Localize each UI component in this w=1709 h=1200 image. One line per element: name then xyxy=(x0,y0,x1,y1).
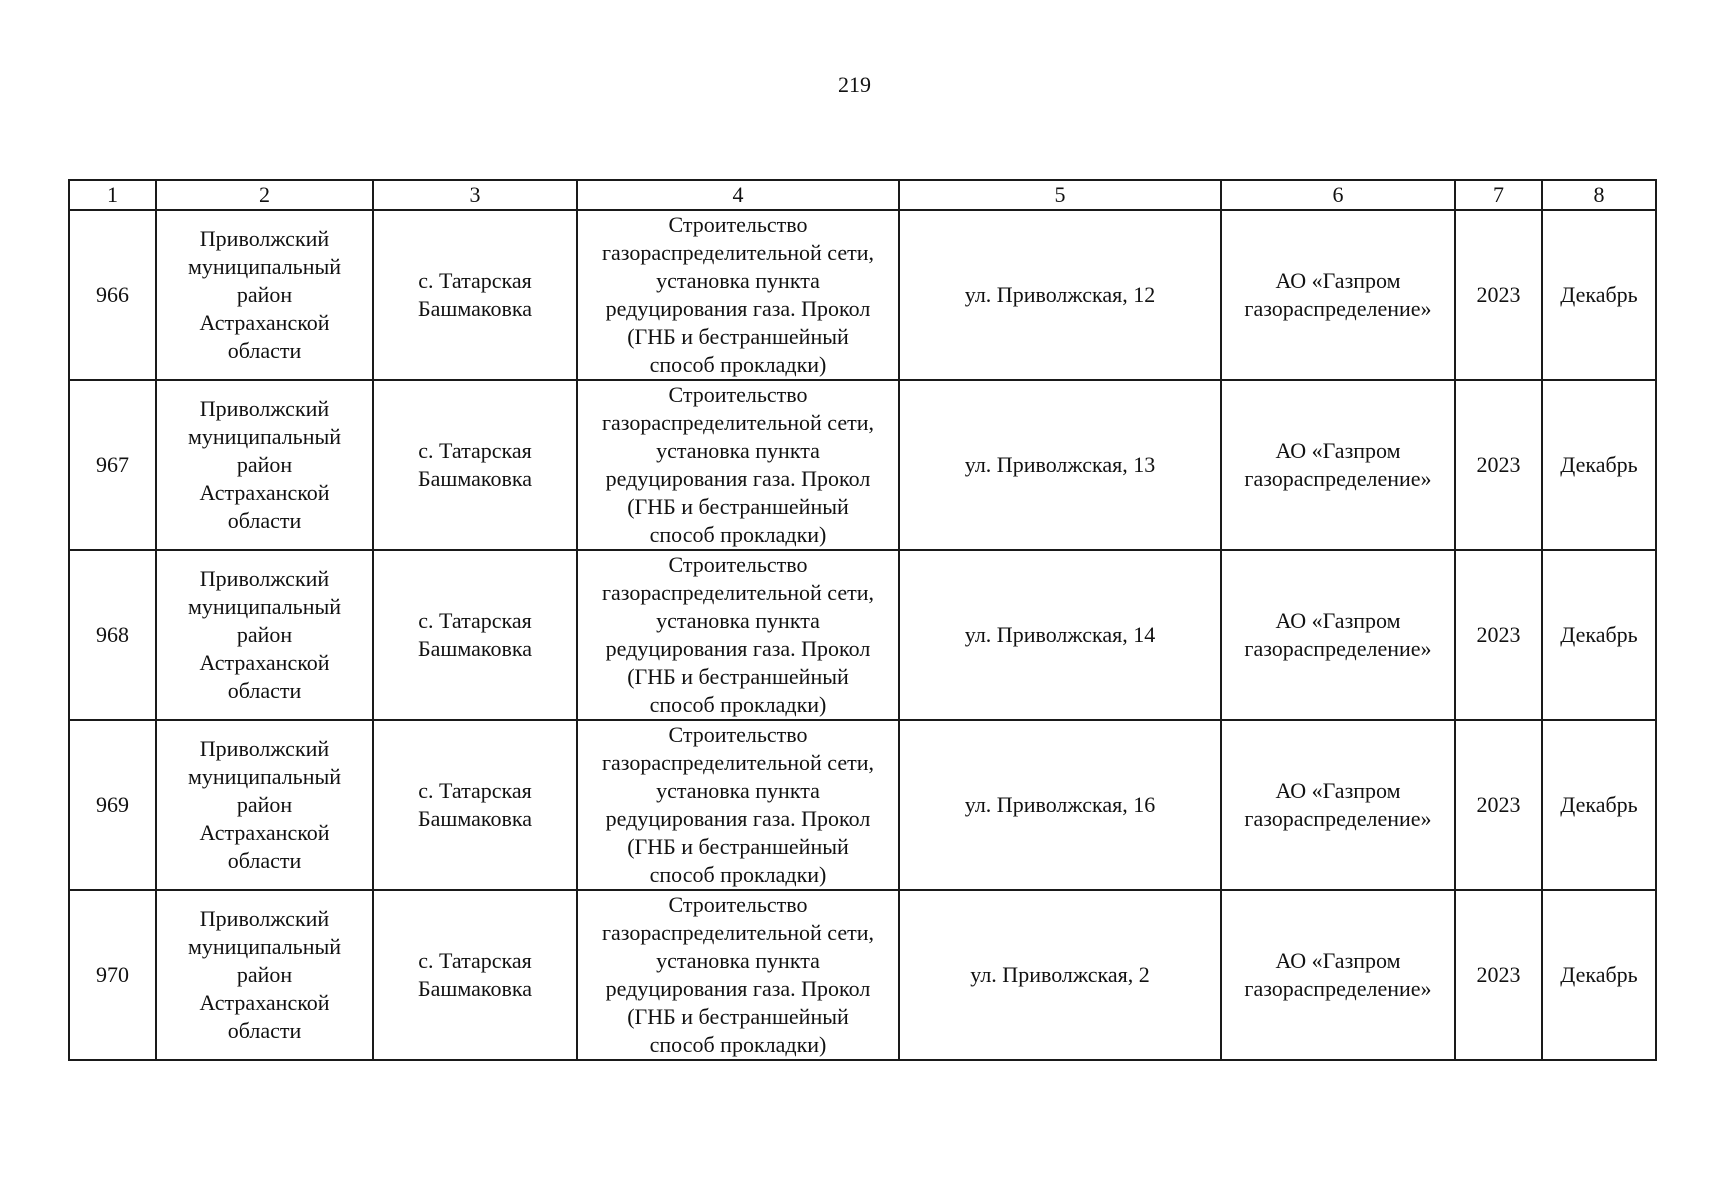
month-text: Декабрь xyxy=(1560,452,1638,477)
month-text: Декабрь xyxy=(1560,282,1638,307)
address-text: ул. Приволжская, 13 xyxy=(964,452,1156,477)
organization-cell xyxy=(1221,380,1455,550)
organization-text: АО «Газпром газораспределение» xyxy=(1244,778,1432,831)
year-text: 2023 xyxy=(1476,622,1521,647)
organization-cell xyxy=(1221,890,1455,1060)
organization-cell xyxy=(1221,550,1455,720)
table-row xyxy=(69,210,1656,380)
year-cell xyxy=(1455,720,1542,890)
district-cell xyxy=(156,890,373,1060)
works-cell xyxy=(577,380,899,550)
organization-cell xyxy=(1221,210,1455,380)
works-text: Строительство газораспределительной сети, установка пункта редуцирования газа. Прокол (ГНБ и бестраншейный способ прокладки) xyxy=(602,382,874,547)
row-number-cell xyxy=(69,380,156,550)
row-number-cell xyxy=(69,890,156,1060)
organization-cell xyxy=(1221,720,1455,890)
month-cell xyxy=(1542,550,1656,720)
works-text: Строительство газораспределительной сети, установка пункта редуцирования газа. Прокол (ГНБ и бестраншейный способ прокладки) xyxy=(602,212,874,377)
settlement-cell xyxy=(373,210,577,380)
works-cell xyxy=(577,720,899,890)
address-text: ул. Приволжская, 12 xyxy=(964,282,1156,307)
organization-text: АО «Газпром газораспределение» xyxy=(1244,438,1432,491)
column-header: 3 xyxy=(373,180,577,210)
district-text: Приволжский муниципальный район Астраханской области xyxy=(187,566,342,703)
works-text: Строительство газораспределительной сети, установка пункта редуцирования газа. Прокол (ГНБ и бестраншейный способ прокладки) xyxy=(602,722,874,887)
settlement-text: с. Татарская Башмаковка xyxy=(418,778,532,831)
year-cell xyxy=(1455,550,1542,720)
organization-text: АО «Газпром газораспределение» xyxy=(1244,268,1432,321)
district-cell xyxy=(156,720,373,890)
row-number: 967 xyxy=(96,452,129,477)
address-cell xyxy=(899,210,1221,380)
address-text: ул. Приволжская, 2 xyxy=(970,962,1150,987)
month-cell xyxy=(1542,210,1656,380)
row-number: 966 xyxy=(96,282,129,307)
month-text: Декабрь xyxy=(1560,962,1638,987)
month-cell xyxy=(1542,720,1656,890)
works-text: Строительство газораспределительной сети, установка пункта редуцирования газа. Прокол (ГНБ и бестраншейный способ прокладки) xyxy=(602,552,874,717)
address-text: ул. Приволжская, 16 xyxy=(964,792,1156,817)
column-header: 4 xyxy=(577,180,899,210)
settlement-cell xyxy=(373,550,577,720)
district-text: Приволжский муниципальный район Астраханской области xyxy=(187,906,342,1043)
table-body xyxy=(69,210,1656,1060)
month-cell xyxy=(1542,890,1656,1060)
column-header: 5 xyxy=(899,180,1221,210)
table-row xyxy=(69,890,1656,1060)
year-text: 2023 xyxy=(1476,792,1521,817)
month-cell xyxy=(1542,380,1656,550)
district-cell xyxy=(156,210,373,380)
month-text: Декабрь xyxy=(1560,622,1638,647)
settlement-text: с. Татарская Башмаковка xyxy=(418,948,532,1001)
settlement-cell xyxy=(373,380,577,550)
works-cell xyxy=(577,210,899,380)
district-text: Приволжский муниципальный район Астраханской области xyxy=(187,396,342,533)
column-header: 6 xyxy=(1221,180,1455,210)
district-text: Приволжский муниципальный район Астраханской области xyxy=(187,736,342,873)
year-text: 2023 xyxy=(1476,452,1521,477)
organization-text: АО «Газпром газораспределение» xyxy=(1244,948,1432,1001)
row-number: 970 xyxy=(96,962,129,987)
column-header: 7 xyxy=(1455,180,1542,210)
header-row xyxy=(69,180,1656,210)
row-number: 969 xyxy=(96,792,129,817)
column-header: 8 xyxy=(1542,180,1656,210)
table-header xyxy=(69,180,1656,210)
row-number-cell xyxy=(69,550,156,720)
address-cell xyxy=(899,380,1221,550)
row-number: 968 xyxy=(96,622,129,647)
address-cell xyxy=(899,720,1221,890)
year-cell xyxy=(1455,890,1542,1060)
settlement-text: с. Татарская Башмаковка xyxy=(418,438,532,491)
row-number-cell xyxy=(69,720,156,890)
settlement-cell xyxy=(373,890,577,1060)
settlement-cell xyxy=(373,720,577,890)
page-number: 219 xyxy=(838,72,871,97)
table-row xyxy=(69,380,1656,550)
year-cell xyxy=(1455,210,1542,380)
table-row xyxy=(69,720,1656,890)
works-text: Строительство газораспределительной сети, установка пункта редуцирования газа. Прокол (ГНБ и бестраншейный способ прокладки) xyxy=(602,892,874,1057)
address-text: ул. Приволжская, 14 xyxy=(964,622,1156,647)
year-text: 2023 xyxy=(1476,962,1521,987)
register-table xyxy=(68,179,1657,1061)
address-cell xyxy=(899,550,1221,720)
settlement-text: с. Татарская Башмаковка xyxy=(418,608,532,661)
settlement-text: с. Татарская Башмаковка xyxy=(418,268,532,321)
row-number-cell xyxy=(69,210,156,380)
column-header: 2 xyxy=(156,180,373,210)
district-cell xyxy=(156,380,373,550)
year-text: 2023 xyxy=(1476,282,1521,307)
works-cell xyxy=(577,550,899,720)
address-cell xyxy=(899,890,1221,1060)
column-header: 1 xyxy=(69,180,156,210)
organization-text: АО «Газпром газораспределение» xyxy=(1244,608,1432,661)
year-cell xyxy=(1455,380,1542,550)
works-cell xyxy=(577,890,899,1060)
table-row xyxy=(69,550,1656,720)
district-text: Приволжский муниципальный район Астраханской области xyxy=(187,226,342,363)
month-text: Декабрь xyxy=(1560,792,1638,817)
district-cell xyxy=(156,550,373,720)
